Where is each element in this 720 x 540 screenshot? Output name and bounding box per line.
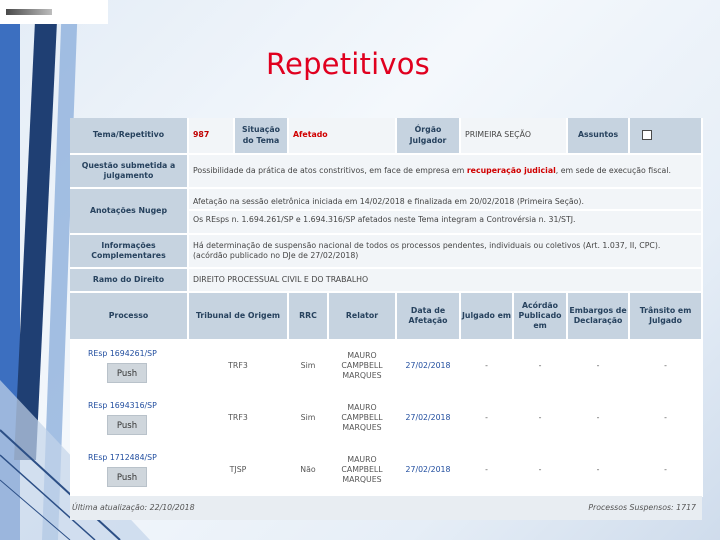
relator-cell: MAURO CAMPBELL MARQUES bbox=[328, 392, 396, 444]
tema-number[interactable]: 987 bbox=[188, 118, 234, 154]
questao-value: Possibilidade da prática de atos constritivos, em face de empresa em recuperação judicial, em sede de execução fiscal. bbox=[188, 154, 702, 188]
julgado-em-cell: - bbox=[460, 392, 513, 444]
julgado-em-cell: - bbox=[460, 340, 513, 392]
logo-mark bbox=[6, 9, 52, 15]
embargos-cell: - bbox=[567, 392, 629, 444]
data-afetacao-cell: 27/02/2018 bbox=[396, 340, 460, 392]
ramo-label: Ramo do Direito bbox=[70, 268, 188, 292]
processo-link[interactable]: REsp 1694261/SP bbox=[88, 349, 157, 359]
acordao-cell: - bbox=[513, 444, 567, 496]
table-row bbox=[70, 392, 702, 444]
acordao-cell: - bbox=[513, 392, 567, 444]
assuntos-label[interactable]: Assuntos bbox=[567, 118, 629, 154]
anotacoes-line-2: Os REsps n. 1.694.261/SP e 1.694.316/SP afetados neste Tema integram a Controvérsia n. 31/STJ. bbox=[189, 209, 701, 227]
orgao-value: PRIMEIRA SEÇÃO bbox=[460, 118, 567, 154]
col-embargos: Embargos de Declaração bbox=[567, 292, 629, 340]
processo-link[interactable]: REsp 1694316/SP bbox=[88, 401, 157, 411]
col-transito: Trânsito em Julgado bbox=[629, 292, 702, 340]
table-header-row bbox=[70, 292, 702, 340]
col-tribunal: Tribunal de Origem bbox=[188, 292, 288, 340]
col-julgado-em: Julgado em bbox=[460, 292, 513, 340]
anotacoes-value bbox=[188, 188, 702, 234]
transito-cell: - bbox=[629, 340, 702, 392]
table-row bbox=[70, 444, 702, 496]
push-button[interactable]: Push bbox=[107, 363, 147, 383]
col-acordao: Acórdão Publicado em bbox=[513, 292, 567, 340]
col-processo: Processo bbox=[70, 292, 188, 340]
acordao-cell: - bbox=[513, 340, 567, 392]
anotacoes-label: Anotações Nugep bbox=[70, 188, 188, 234]
table-row bbox=[70, 340, 702, 392]
summary-row-anotacoes bbox=[70, 188, 702, 234]
tribunal-cell: TJSP bbox=[188, 444, 288, 496]
col-rrc: RRC bbox=[288, 292, 328, 340]
summary-row-tema bbox=[70, 118, 702, 154]
embargos-cell: - bbox=[567, 340, 629, 392]
push-button[interactable]: Push bbox=[107, 415, 147, 435]
embargos-cell: - bbox=[567, 444, 629, 496]
summary-row-ramo bbox=[70, 268, 702, 292]
rrc-cell: Sim bbox=[288, 392, 328, 444]
repetitivos-panel bbox=[70, 118, 702, 520]
relator-cell: MAURO CAMPBELL MARQUES bbox=[328, 444, 396, 496]
table-footer bbox=[70, 496, 702, 520]
summary-row-questao bbox=[70, 154, 702, 188]
situacao-label: Situação do Tema bbox=[234, 118, 288, 154]
slide-title: Repetitivos bbox=[265, 47, 430, 81]
rrc-cell: Não bbox=[288, 444, 328, 496]
data-afetacao-cell: 27/02/2018 bbox=[396, 444, 460, 496]
info-label: Informações Complementares bbox=[70, 234, 188, 268]
rrc-cell: Sim bbox=[288, 340, 328, 392]
repetitivos-table bbox=[70, 118, 703, 497]
push-button[interactable]: Push bbox=[107, 467, 147, 487]
tribunal-cell: TRF3 bbox=[188, 340, 288, 392]
col-relator: Relator bbox=[328, 292, 396, 340]
summary-row-info bbox=[70, 234, 702, 268]
tema-label: Tema/Repetitivo bbox=[70, 118, 188, 154]
situacao-value: Afetado bbox=[288, 118, 396, 154]
relator-cell: MAURO CAMPBELL MARQUES bbox=[328, 340, 396, 392]
questao-highlight: recuperação judicial bbox=[466, 165, 556, 175]
logo-box bbox=[0, 0, 108, 24]
processo-cell bbox=[70, 392, 188, 444]
ramo-value: DIREITO PROCESSUAL CIVIL E DO TRABALHO bbox=[188, 268, 702, 292]
processo-cell bbox=[70, 444, 188, 496]
processo-link[interactable]: REsp 1712484/SP bbox=[88, 453, 157, 463]
checkbox-icon[interactable] bbox=[642, 130, 652, 140]
tribunal-cell: TRF3 bbox=[188, 392, 288, 444]
last-update-text: Última atualização: 22/10/2018 bbox=[72, 503, 195, 512]
transito-cell: - bbox=[629, 392, 702, 444]
col-data-afetacao: Data de Afetação bbox=[396, 292, 460, 340]
info-value: Há determinação de suspensão nacional de todos os processos pendentes, individuais ou coletivos (Art. 1.037, II, CPC). (acórdão publicado no DJe de 27/02/2018) bbox=[188, 234, 702, 268]
anotacoes-line-1: Afetação na sessão eletrônica iniciada em 14/02/2018 e finalizada em 20/02/2018 (Primeira Seção). bbox=[193, 196, 584, 206]
transito-cell: - bbox=[629, 444, 702, 496]
processo-cell bbox=[70, 340, 188, 392]
assuntos-cell bbox=[629, 118, 702, 154]
suspended-count-text: Processos Suspensos: 1717 bbox=[588, 503, 696, 512]
questao-label: Questão submetida a julgamento bbox=[70, 154, 188, 188]
data-afetacao-cell: 27/02/2018 bbox=[396, 392, 460, 444]
julgado-em-cell: - bbox=[460, 444, 513, 496]
orgao-label: Órgão Julgador bbox=[396, 118, 460, 154]
